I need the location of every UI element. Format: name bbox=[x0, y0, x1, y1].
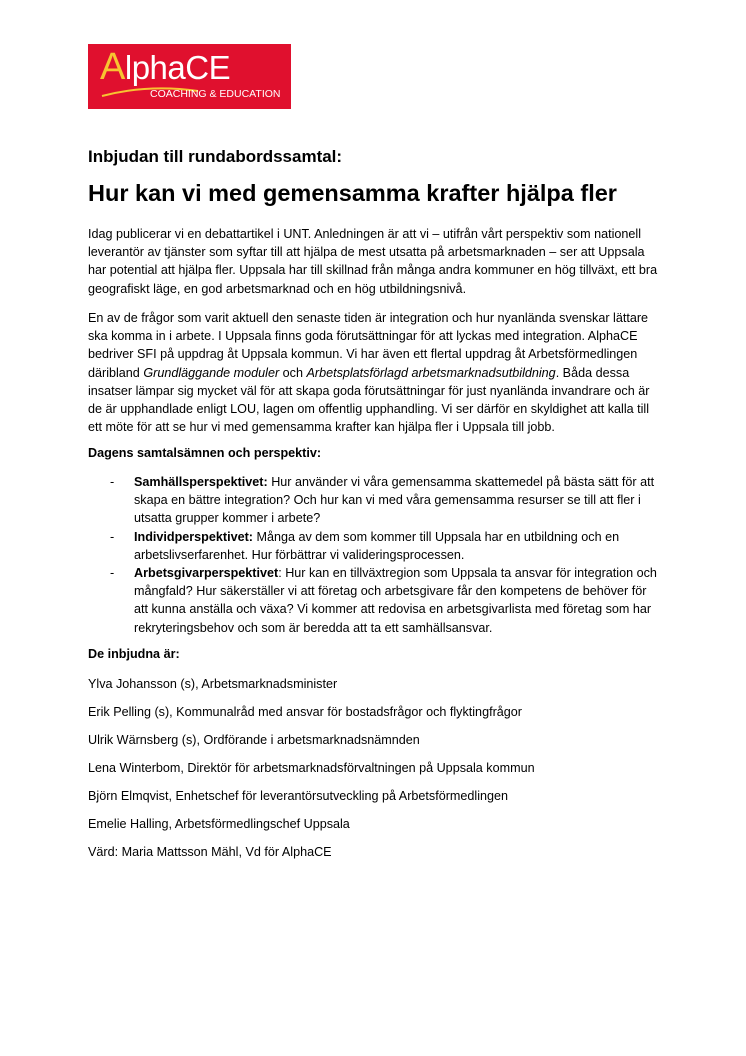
alphace-logo bbox=[88, 44, 291, 109]
paragraph-2-part2: och bbox=[279, 365, 307, 380]
invitation-heading: Inbjudan till rundabordssamtal: bbox=[88, 147, 343, 166]
paragraph-2-italic1: Grundläggande moduler bbox=[143, 365, 280, 380]
perspectives-heading: Dagens samtalsämnen och perspektiv: bbox=[88, 446, 322, 460]
bullet-dash: - bbox=[110, 475, 115, 489]
list-item bbox=[88, 564, 658, 637]
invited-person: Björn Elmqvist, Enhetschef för leverantörsutveckling på Arbetsförmedlingen bbox=[88, 789, 509, 803]
paragraph-1: Idag publicerar vi en debattartikel i UNT. Anledningen är att vi – utifrån vårt perspektiv som nationell leverantör av tjänster som syftar till att hjälpa de mest utsatta på arbetsmarknaden – ser att Uppsala har potential att hjälpa fler. Uppsala har till skillnad från många andra kommuner en hög tillväxt, ett bra geografiskt läge, en god arbetsmarknad och en hög utbildningsnivå. bbox=[88, 227, 658, 296]
bullet-dash: - bbox=[110, 529, 115, 544]
logo-wordmark-rest: lphaCE bbox=[124, 49, 231, 86]
host-line: Värd: Maria Mattsson Mähl, Vd för AlphaCE bbox=[88, 845, 332, 859]
perspectives-list bbox=[88, 473, 658, 637]
perspective-label: Arbetsgivarperspektivet bbox=[134, 566, 279, 581]
perspective-text: : Hur kan en tillväxtregion som Uppsala ta ansvar för integration och mångfald? Hur säkerställer vi att företag och arbetsgivare får den kompetens de behöver för att kunna anställa och växa? Vi kommer att redovisa en arbetsgivarlista med företag som har rekryteringsbehov och som är beredda att ta ett samhällsansvar. bbox=[134, 566, 657, 635]
paragraph-2-part3: . Båda dessa insatser lämpar sig mycket väl för att skapa goda förutsättningar för just nyanlända invandrare och är de är upphandlade enligt LOU, lagen om offentlig upphandling. Vi ser därför en skyldighet att kalla till ett möte för att se hur vi med gemensamma krafter kan hjälpa fler i Uppsala till jobb. bbox=[88, 365, 650, 435]
perspective-text: Hur använder vi våra gemensamma skattemedel på bästa sätt för att skapa en bättre integration? Och hur kan vi med våra gemensamma resurser se till att fler i utsatta grupper kommer i arbete? bbox=[134, 475, 655, 526]
logo-initial: A bbox=[100, 46, 125, 88]
perspective-text: Många av dem som kommer till Uppsala har en utbildning och en arbetslivserfarenhet. Hur förbättrar vi valideringsprocessen. bbox=[134, 529, 620, 562]
invited-heading: De inbjudna är: bbox=[88, 647, 180, 661]
paragraph-2 bbox=[88, 309, 658, 436]
document-title: Hur kan vi med gemensamma krafter hjälpa fler bbox=[88, 180, 617, 206]
perspective-label: Samhällsperspektivet: bbox=[134, 475, 268, 489]
invited-person: Erik Pelling (s), Kommunalråd med ansvar för bostadsfrågor och flyktingfrågor bbox=[88, 705, 522, 719]
logo-tagline: COACHING & EDUCATION bbox=[150, 88, 281, 100]
invited-person: Lena Winterbom, Direktör för arbetsmarknadsförvaltningen på Uppsala kommun bbox=[88, 761, 535, 775]
paragraph-2-italic2: Arbetsplatsförlagd arbetsmarknadsutbildning bbox=[306, 365, 556, 380]
invited-person: Emelie Halling, Arbetsförmedlingschef Uppsala bbox=[88, 817, 350, 831]
bullet-dash: - bbox=[110, 566, 115, 581]
perspective-label: Individperspektivet: bbox=[134, 529, 253, 544]
invited-person: Ylva Johansson (s), Arbetsmarknadsminister bbox=[88, 677, 338, 691]
list-item bbox=[88, 473, 658, 528]
logo-wordmark bbox=[100, 48, 230, 87]
invited-person: Ulrik Wärnsberg (s), Ordförande i arbetsmarknadsnämnden bbox=[88, 733, 420, 747]
paragraph-2-part1: En av de frågor som varit aktuell den senaste tiden är integration och hur nyanlända svenskar lättare ska komma in i arbete. I Uppsala finns goda förutsättningar för att lyckas med integration. AlphaCE bedriver SFI på uppdrag åt Uppsala kommun. Vi har även ett flertal uppdrag åt Arbetsförmedlingen däribland bbox=[88, 311, 649, 380]
list-item bbox=[88, 528, 658, 564]
